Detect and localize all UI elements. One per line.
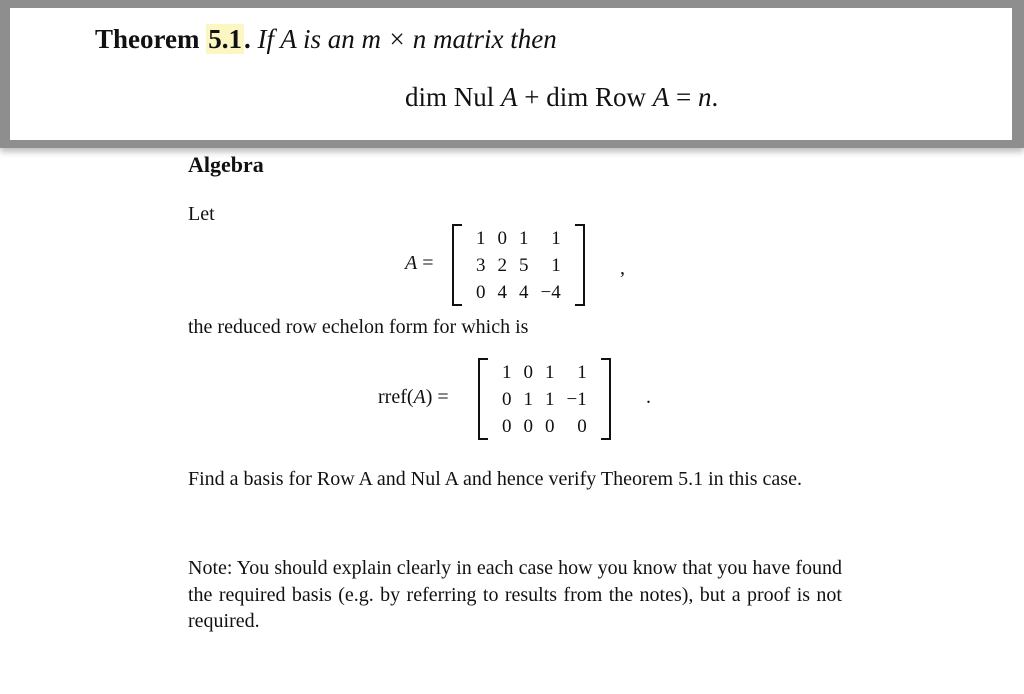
left-bracket bbox=[452, 224, 462, 306]
rref-label-pre: rref( bbox=[378, 386, 414, 408]
matrix-cell: 0 bbox=[497, 228, 507, 249]
let-text: Let bbox=[188, 203, 215, 225]
matrix-a-label bbox=[405, 252, 434, 275]
rref-label-var: A bbox=[413, 386, 426, 408]
matrix-cell: 4 bbox=[519, 282, 529, 303]
matrix-row bbox=[470, 279, 567, 306]
theorem-line bbox=[95, 24, 557, 55]
matrix-cell: 1 bbox=[545, 362, 555, 383]
matrix-cell: 2 bbox=[497, 255, 507, 276]
matrix-cell: 1 bbox=[551, 255, 561, 276]
rref-intro-text: the reduced row echelon form for which is bbox=[188, 316, 529, 338]
theorem-card bbox=[10, 8, 1012, 140]
matrix-a-comma: , bbox=[620, 257, 625, 279]
matrix-cell: 0 bbox=[502, 416, 512, 437]
matrix-row bbox=[496, 359, 593, 386]
matrix-a-var: A bbox=[405, 252, 418, 274]
matrix-a-table bbox=[470, 225, 567, 306]
section-heading: Algebra bbox=[188, 152, 264, 177]
matrix-cell: 1 bbox=[545, 389, 555, 410]
matrix-rref bbox=[478, 358, 611, 440]
rref-label-post: ) = bbox=[425, 386, 449, 408]
theorem-popup-frame bbox=[0, 0, 1024, 148]
matrix-row bbox=[496, 413, 593, 440]
matrix-cell: 0 bbox=[577, 416, 587, 437]
matrix-cell: 1 bbox=[577, 362, 587, 383]
theorem-word: Theorem bbox=[95, 24, 200, 54]
formula-var-a1: A bbox=[501, 82, 518, 112]
matrix-cell: 1 bbox=[476, 228, 486, 249]
matrix-cell: 5 bbox=[519, 255, 529, 276]
matrix-cell: 4 bbox=[497, 282, 507, 303]
note-paragraph: Note: You should explain clearly in each case how you know that you have found the required basis (e.g. by referring to results from the notes), but a proof is not required. bbox=[188, 557, 842, 632]
matrix-row bbox=[470, 225, 567, 252]
task-paragraph: Find a basis for Row A and Nul A and hence verify Theorem 5.1 in this case. bbox=[188, 468, 802, 490]
formula-equals: = bbox=[669, 82, 698, 112]
formula-plus-dim-row: + dim Row bbox=[517, 82, 653, 112]
matrix-cell: 1 bbox=[523, 389, 533, 410]
matrix-rref-period: . bbox=[646, 386, 651, 408]
right-bracket bbox=[601, 358, 611, 440]
matrix-cell: 0 bbox=[476, 282, 486, 303]
matrix-cell: 0 bbox=[523, 416, 533, 437]
theorem-period: . bbox=[243, 24, 251, 54]
matrix-row bbox=[470, 252, 567, 279]
right-bracket bbox=[575, 224, 585, 306]
matrix-cell: 0 bbox=[502, 389, 512, 410]
theorem-number-highlight: 5.1 bbox=[208, 24, 242, 54]
matrix-cell: −4 bbox=[540, 282, 561, 303]
rref-label bbox=[378, 386, 449, 409]
matrix-a bbox=[452, 224, 585, 306]
left-bracket bbox=[478, 358, 488, 440]
formula-var-a2: A bbox=[652, 82, 670, 112]
matrix-cell: 1 bbox=[502, 362, 512, 383]
matrix-cell: 0 bbox=[523, 362, 533, 383]
matrix-cell: 1 bbox=[551, 228, 561, 249]
matrix-cell: 3 bbox=[476, 255, 486, 276]
formula-dim-nul: dim Nul bbox=[405, 82, 502, 112]
matrix-cell: 1 bbox=[519, 228, 529, 249]
formula-n: n bbox=[698, 82, 712, 112]
theorem-statement: If A is an m × n matrix then bbox=[257, 24, 557, 54]
theorem-formula bbox=[405, 82, 718, 113]
matrix-row bbox=[496, 386, 593, 413]
matrix-cell: −1 bbox=[566, 389, 587, 410]
matrix-cell: 0 bbox=[545, 416, 555, 437]
formula-period: . bbox=[711, 82, 719, 112]
matrix-a-eq: = bbox=[417, 252, 434, 274]
matrix-rref-table bbox=[496, 359, 593, 440]
